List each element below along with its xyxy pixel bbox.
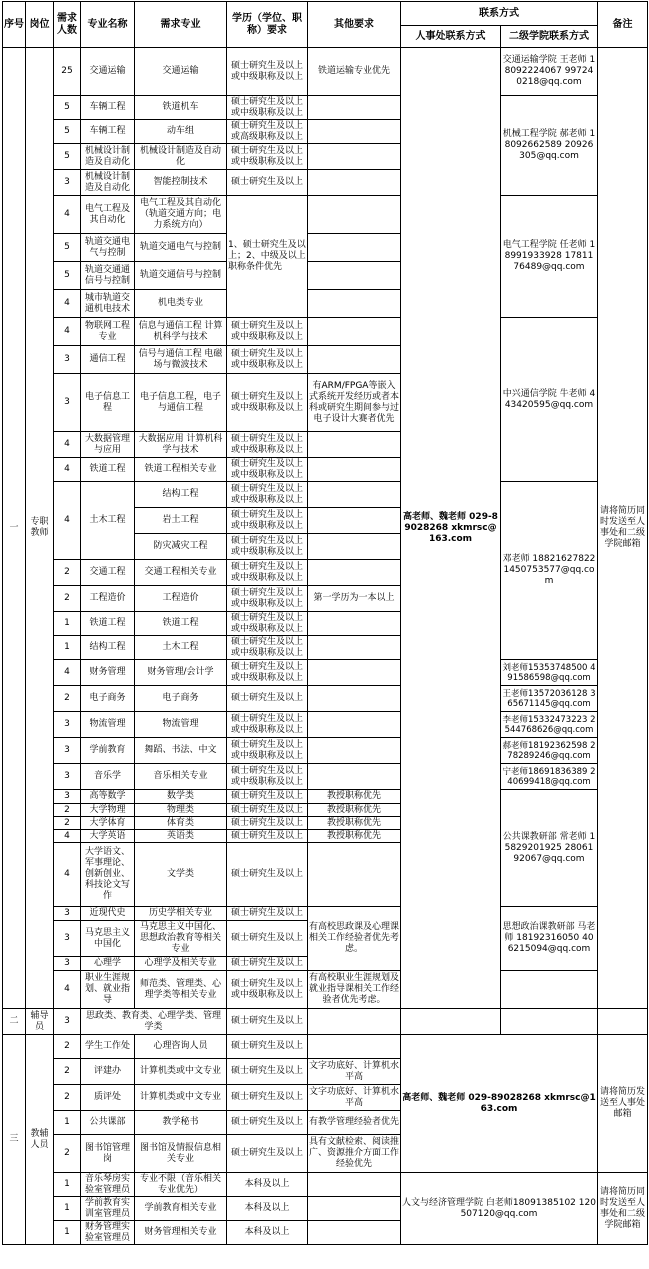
row-count: 5 — [54, 234, 81, 262]
row-education: 本科及以上 — [227, 1173, 308, 1197]
row-other — [308, 290, 401, 318]
row-other — [308, 508, 401, 534]
row-major: 机械设计制造及自动化 — [81, 170, 135, 196]
row-education: 硕士研究生及以上 — [227, 1035, 308, 1059]
row-required-major: 智能控制技术 — [135, 170, 227, 196]
row-education: 硕士研究生及以上 — [227, 1059, 308, 1085]
row-count: 4 — [54, 196, 81, 234]
row-major: 大学语文、军事理论、创新创业、科技论文写作 — [81, 843, 135, 907]
row-required-major: 图书馆及情报信息相关专业 — [135, 1135, 227, 1173]
row-count: 1 — [54, 1173, 81, 1197]
row-education: 硕士研究生及以上或中级职称及以上 — [227, 374, 308, 432]
row-required-major: 土木工程 — [135, 636, 227, 660]
row-major: 城市轨道交通机电技术 — [81, 290, 135, 318]
row-count: 2 — [54, 560, 81, 586]
row-major: 音乐琴房实验室管理员 — [81, 1173, 135, 1197]
row-other: 具有文献检索、阅读推广、资源推介方面工作经验优先 — [308, 1135, 401, 1173]
row-count: 3 — [54, 790, 81, 804]
college-contact-sz: 思想政治课教研部 马老师 18192316050 406215094@qq.com — [501, 907, 598, 971]
row-major: 电子商务 — [81, 686, 135, 712]
group-position: 教辅人员 — [26, 1035, 54, 1245]
row-count: 3 — [54, 738, 81, 764]
row-required-major: 数学类 — [135, 790, 227, 804]
row-education: 硕士研究生及以上或中级职称及以上 — [227, 712, 308, 738]
row-count: 1 — [54, 1111, 81, 1135]
row-required-major: 轨道交通信号与控制 — [135, 262, 227, 290]
row-required-major: 文学类 — [135, 843, 227, 907]
row-count: 2 — [54, 1035, 81, 1059]
row-count: 4 — [54, 458, 81, 482]
row-other — [308, 843, 401, 907]
row-required-major: 铁道机车 — [135, 96, 227, 120]
row-other — [308, 1197, 401, 1221]
group-position: 辅导员 — [26, 1009, 54, 1035]
row-other — [308, 346, 401, 374]
college-contact-zx: 中兴通信学院 牛老师 443420595@qq.com — [501, 318, 598, 482]
row-major: 交通工程 — [81, 560, 135, 586]
row-count: 1 — [54, 636, 81, 660]
row-required-major: 机电类专业 — [135, 290, 227, 318]
row-required-major: 历史学相关专业 — [135, 907, 227, 921]
row-count: 5 — [54, 144, 81, 170]
hr-contact: 高老师、魏老师 029-89028268 xkmrsc@163.com — [401, 1035, 598, 1173]
group-seq: 三 — [3, 1035, 26, 1245]
col-header-major-name: 专业名称 — [81, 2, 135, 48]
row-count: 2 — [54, 804, 81, 817]
row-major: 铁道工程 — [81, 612, 135, 636]
row-other — [308, 660, 401, 686]
row-major: 机械设计制造及自动化 — [81, 144, 135, 170]
row-required-major: 思政类、教育类、心理学类、管理学类 — [81, 1009, 227, 1035]
row-education: 硕士研究生及以上或中级职称及以上 — [227, 318, 308, 346]
row-required-major: 电子商务 — [135, 686, 227, 712]
row-major: 物流管理 — [81, 712, 135, 738]
row-other — [308, 1173, 401, 1197]
row-required-major: 学前教育相关专业 — [135, 1197, 227, 1221]
recruitment-table — [2, 1, 648, 1245]
college-contact-mech: 机械工程学院 郝老师 18092662589 20926305@qq.com — [501, 96, 598, 196]
remark: 请将简历发送至人事处邮箱 — [598, 1035, 648, 1173]
row-other — [308, 262, 401, 290]
row-required-major: 教学秘书 — [135, 1111, 227, 1135]
row-count: 3 — [54, 1009, 81, 1035]
row-major: 质评处 — [81, 1085, 135, 1111]
row-major: 职业生涯规划、就业指导 — [81, 971, 135, 1009]
col-header-college-contact: 二级学院联系方式 — [501, 26, 598, 48]
college-contact-empty — [501, 1009, 598, 1035]
row-major: 轨道交通电气与控制 — [81, 234, 135, 262]
row-education: 硕士研究生及以上或中级职称及以上 — [227, 738, 308, 764]
row-education-merged: 1、硕士研究生及以上；2、中级及以上职称条件优先 — [227, 196, 308, 318]
college-contact-empty — [501, 971, 598, 1009]
row-required-major: 物理类 — [135, 804, 227, 817]
row-required-major: 财务管理/会计学 — [135, 660, 227, 686]
remark-empty — [598, 1009, 648, 1035]
row-required-major: 铁道工程 — [135, 612, 227, 636]
row-required-major: 大数据应用 计算机科学与技术 — [135, 432, 227, 458]
row-other — [308, 534, 401, 560]
row-required-major: 音乐相关专业 — [135, 764, 227, 790]
row-education: 硕士研究生及以上或中级职称及以上 — [227, 144, 308, 170]
row-required-major: 计算机类或中文专业 — [135, 1059, 227, 1085]
row-count: 2 — [54, 586, 81, 612]
col-header-contact: 联系方式 — [401, 2, 598, 26]
row-education: 硕士研究生及以上 — [227, 817, 308, 830]
row-required-major: 心理咨询人员 — [135, 1035, 227, 1059]
row-required-major: 交通工程相关专业 — [135, 560, 227, 586]
row-count: 3 — [54, 764, 81, 790]
row-education: 硕士研究生及以上 — [227, 907, 308, 921]
row-other — [308, 234, 401, 262]
row-other: 文字功底好、计算机水平高 — [308, 1059, 401, 1085]
college-contact-elec: 电气工程学院 任老师 18991933928 1781176489@qq.com — [501, 196, 598, 318]
row-required-major: 电气工程及其自动化（轨道交通方向；电力系统方向） — [135, 196, 227, 234]
row-education: 硕士研究生及以上或中级职称及以上 — [227, 586, 308, 612]
row-major: 电气工程及其自动化 — [81, 196, 135, 234]
row-required-major: 师范类、管理类、心理学类等相关专业 — [135, 971, 227, 1009]
row-other — [308, 712, 401, 738]
row-major: 财务管理 — [81, 660, 135, 686]
row-major: 财务管理实验室管理员 — [81, 1221, 135, 1245]
row-other — [308, 764, 401, 790]
row-count: 4 — [54, 830, 81, 843]
row-education: 硕士研究生及以上或中级职称及以上 — [227, 508, 308, 534]
row-education: 硕士研究生及以上 — [227, 1111, 308, 1135]
row-other — [308, 482, 401, 508]
row-education: 硕士研究生及以上 — [227, 790, 308, 804]
row-other — [308, 458, 401, 482]
row-count: 4 — [54, 482, 81, 560]
row-required-major: 英语类 — [135, 830, 227, 843]
row-education: 本科及以上 — [227, 1221, 308, 1245]
col-header-hr-contact: 人事处联系方式 — [401, 26, 501, 48]
row-required-major: 电子信息工程，电子与通信工程 — [135, 374, 227, 432]
row-other — [308, 432, 401, 458]
college-contact-traffic: 交通运输学院 王老师 18092224067 997240218@qq.com — [501, 48, 598, 96]
row-required-major: 心理学及相关专业 — [135, 957, 227, 971]
college-contact-wang: 王老师13572036128 365671145@qq.com — [501, 686, 598, 712]
row-other: 教授职称优先 — [308, 790, 401, 804]
row-required-major: 铁道工程相关专业 — [135, 458, 227, 482]
row-education: 硕士研究生及以上 — [227, 843, 308, 907]
row-education: 硕士研究生及以上 — [227, 170, 308, 196]
row-other — [308, 1035, 401, 1059]
row-required-major: 体育类 — [135, 817, 227, 830]
row-major: 马克思主义中国化 — [81, 921, 135, 957]
row-major: 学前教育 — [81, 738, 135, 764]
row-other: 铁道运输专业优先 — [308, 48, 401, 96]
row-other — [308, 738, 401, 764]
row-other: 教授职称优先 — [308, 817, 401, 830]
row-other: 文字功底好、计算机水平高 — [308, 1085, 401, 1111]
college-contact-hao: 郝老师18192362598 278289246@qq.com — [501, 738, 598, 764]
row-major: 结构工程 — [81, 636, 135, 660]
row-count: 3 — [54, 957, 81, 971]
row-count: 3 — [54, 346, 81, 374]
row-count: 5 — [54, 120, 81, 144]
row-other: 教授职称优先 — [308, 804, 401, 817]
row-education: 硕士研究生及以上或高级职称及以上 — [227, 120, 308, 144]
row-major: 铁道工程 — [81, 458, 135, 482]
row-required-major: 工程造价 — [135, 586, 227, 612]
remark: 请将简历同时发送至人事处和二级学院邮箱 — [598, 48, 648, 1009]
hr-contact: 高老师、魏老师 029-89028268 xkmrsc@163.com — [401, 48, 501, 1009]
row-major: 土木工程 — [81, 482, 135, 560]
row-other — [308, 120, 401, 144]
row-education: 硕士研究生及以上 — [227, 1009, 308, 1035]
row-count: 4 — [54, 432, 81, 458]
row-count: 4 — [54, 971, 81, 1009]
row-education: 本科及以上 — [227, 1197, 308, 1221]
row-other — [308, 1221, 401, 1245]
col-header-seq: 序号 — [3, 2, 26, 48]
row-count: 3 — [54, 374, 81, 432]
remark: 请将简历同时发送至人事处和二级学院邮箱 — [598, 1173, 648, 1245]
row-count: 5 — [54, 262, 81, 290]
group-seq: 二 — [3, 1009, 26, 1035]
row-major: 公共课部 — [81, 1111, 135, 1135]
row-major: 轨道交通通信号与控制 — [81, 262, 135, 290]
row-required-major: 轨道交通电气与控制 — [135, 234, 227, 262]
row-other — [308, 318, 401, 346]
row-major: 学前教育实训室管理员 — [81, 1197, 135, 1221]
group-position: 专职教师 — [26, 48, 54, 1009]
row-major: 大学物理 — [81, 804, 135, 817]
row-other — [308, 612, 401, 636]
row-count: 25 — [54, 48, 81, 96]
col-header-other: 其他要求 — [308, 2, 401, 48]
row-major: 工程造价 — [81, 586, 135, 612]
college-contact-liu: 刘老师15353748500 491586598@qq.com — [501, 660, 598, 686]
college-contact-li: 李老师15332473223 2544768626@qq.com — [501, 712, 598, 738]
row-education: 硕士研究生及以上或中级职称及以上 — [227, 458, 308, 482]
row-major: 电子信息工程 — [81, 374, 135, 432]
row-major: 通信工程 — [81, 346, 135, 374]
row-count: 2 — [54, 817, 81, 830]
row-education: 硕士研究生及以上或中级职称及以上 — [227, 612, 308, 636]
row-count: 2 — [54, 1059, 81, 1085]
row-other: 第一学历为一本以上 — [308, 586, 401, 612]
row-other — [308, 144, 401, 170]
row-education: 硕士研究生及以上 — [227, 1085, 308, 1111]
row-count: 1 — [54, 1197, 81, 1221]
row-count: 3 — [54, 712, 81, 738]
row-other: 有高校职业生涯规划及就业指导课相关工作经验者优先考虑。 — [308, 971, 401, 1009]
row-count: 3 — [54, 921, 81, 957]
row-education: 硕士研究生及以上或中级职称及以上 — [227, 346, 308, 374]
row-required-major: 交通运输 — [135, 48, 227, 96]
row-education: 硕士研究生及以上或中级职称及以上 — [227, 971, 308, 1009]
row-major: 心理学 — [81, 957, 135, 971]
row-major: 大学英语 — [81, 830, 135, 843]
row-other-merged: 有高校思政课及心理课相关工作经验者优先考虑。 — [308, 907, 401, 971]
row-count: 4 — [54, 660, 81, 686]
row-count: 3 — [54, 907, 81, 921]
row-other — [308, 1009, 401, 1035]
col-header-position: 岗位 — [26, 2, 54, 48]
college-contact-human: 人文与经济管理学院 白老师18091385102 120507120@qq.com — [401, 1173, 598, 1245]
row-count: 1 — [54, 1221, 81, 1245]
row-education: 硕士研究生及以上或中级职称及以上 — [227, 48, 308, 96]
row-major: 学生工作处 — [81, 1035, 135, 1059]
row-required-major: 计算机类或中文专业 — [135, 1085, 227, 1111]
row-required-major: 马克思主义中国化、思想政治教育等相关专业 — [135, 921, 227, 957]
row-major: 近现代史 — [81, 907, 135, 921]
col-header-required-major: 需求专业 — [135, 2, 227, 48]
row-education: 硕士研究生及以上或中级职称及以上 — [227, 764, 308, 790]
row-required-major: 舞蹈、书法、中文 — [135, 738, 227, 764]
row-education: 硕士研究生及以上或中级职称及以上 — [227, 96, 308, 120]
row-other — [308, 686, 401, 712]
row-count: 4 — [54, 290, 81, 318]
col-header-count: 需求人数 — [54, 2, 81, 48]
row-required-major: 防灾减灾工程 — [135, 534, 227, 560]
row-major: 音乐学 — [81, 764, 135, 790]
row-required-major: 岩土工程 — [135, 508, 227, 534]
row-count: 1 — [54, 612, 81, 636]
row-count: 2 — [54, 686, 81, 712]
row-other — [308, 636, 401, 660]
row-major: 评建办 — [81, 1059, 135, 1085]
row-major: 大学体育 — [81, 817, 135, 830]
group-seq: 一 — [3, 48, 26, 1009]
row-major: 物联网工程专业 — [81, 318, 135, 346]
col-header-remark: 备注 — [598, 2, 648, 48]
row-major: 车辆工程 — [81, 120, 135, 144]
row-count: 2 — [54, 1085, 81, 1111]
row-other: 教授职称优先 — [308, 830, 401, 843]
row-required-major: 信息与通信工程 计算机科学与技术 — [135, 318, 227, 346]
row-other — [308, 96, 401, 120]
col-header-education: 学历（学位、职称）要求 — [227, 2, 308, 48]
row-count: 5 — [54, 96, 81, 120]
row-required-major: 物流管理 — [135, 712, 227, 738]
row-major: 高等数学 — [81, 790, 135, 804]
row-required-major: 财务管理相关专业 — [135, 1221, 227, 1245]
row-education: 硕士研究生及以上或中级职称及以上 — [227, 660, 308, 686]
row-required-major: 信号与通信工程 电磁场与微波技术 — [135, 346, 227, 374]
row-major: 车辆工程 — [81, 96, 135, 120]
row-education: 硕士研究生及以上或中级职称及以上 — [227, 636, 308, 660]
row-count: 4 — [54, 318, 81, 346]
row-required-major: 机械设计制造及自动化 — [135, 144, 227, 170]
college-contact-ning: 宁老师18691836389 240699418@qq.com — [501, 764, 598, 790]
row-education: 硕士研究生及以上 — [227, 1135, 308, 1173]
row-education: 硕士研究生及以上 — [227, 804, 308, 817]
row-education: 硕士研究生及以上 — [227, 686, 308, 712]
row-count: 2 — [54, 1135, 81, 1173]
row-required-major: 专业不限（音乐相关专业优先） — [135, 1173, 227, 1197]
college-contact-deng: 邓老师 18821627822 1450753577@qq.com — [501, 482, 598, 660]
row-education: 硕士研究生及以上 — [227, 957, 308, 971]
row-major: 大数据管理与应用 — [81, 432, 135, 458]
row-major: 交通运输 — [81, 48, 135, 96]
row-education: 硕士研究生及以上或中级职称及以上 — [227, 432, 308, 458]
row-major: 图书馆管理岗 — [81, 1135, 135, 1173]
row-other — [308, 170, 401, 196]
row-count: 4 — [54, 843, 81, 907]
row-other: 有教学管理经验者优先 — [308, 1111, 401, 1135]
row-required-major: 动车组 — [135, 120, 227, 144]
college-contact-public: 公共课教研部 常老师 15829201925 2806192067@qq.com — [501, 790, 598, 907]
row-education: 硕士研究生及以上或中级职称及以上 — [227, 534, 308, 560]
row-other — [308, 196, 401, 234]
row-required-major: 结构工程 — [135, 482, 227, 508]
hr-contact-empty — [401, 1009, 501, 1035]
row-other — [308, 560, 401, 586]
row-education: 硕士研究生及以上 — [227, 921, 308, 957]
row-education: 硕士研究生及以上或中级职称及以上 — [227, 482, 308, 508]
row-count: 3 — [54, 170, 81, 196]
row-other: 有ARM/FPGA等嵌入式系统开发经历或者本科或研究生期间参与过电子设计大赛者优先 — [308, 374, 401, 432]
row-education: 硕士研究生及以上或中级职称及以上 — [227, 560, 308, 586]
row-education: 硕士研究生及以上 — [227, 830, 308, 843]
